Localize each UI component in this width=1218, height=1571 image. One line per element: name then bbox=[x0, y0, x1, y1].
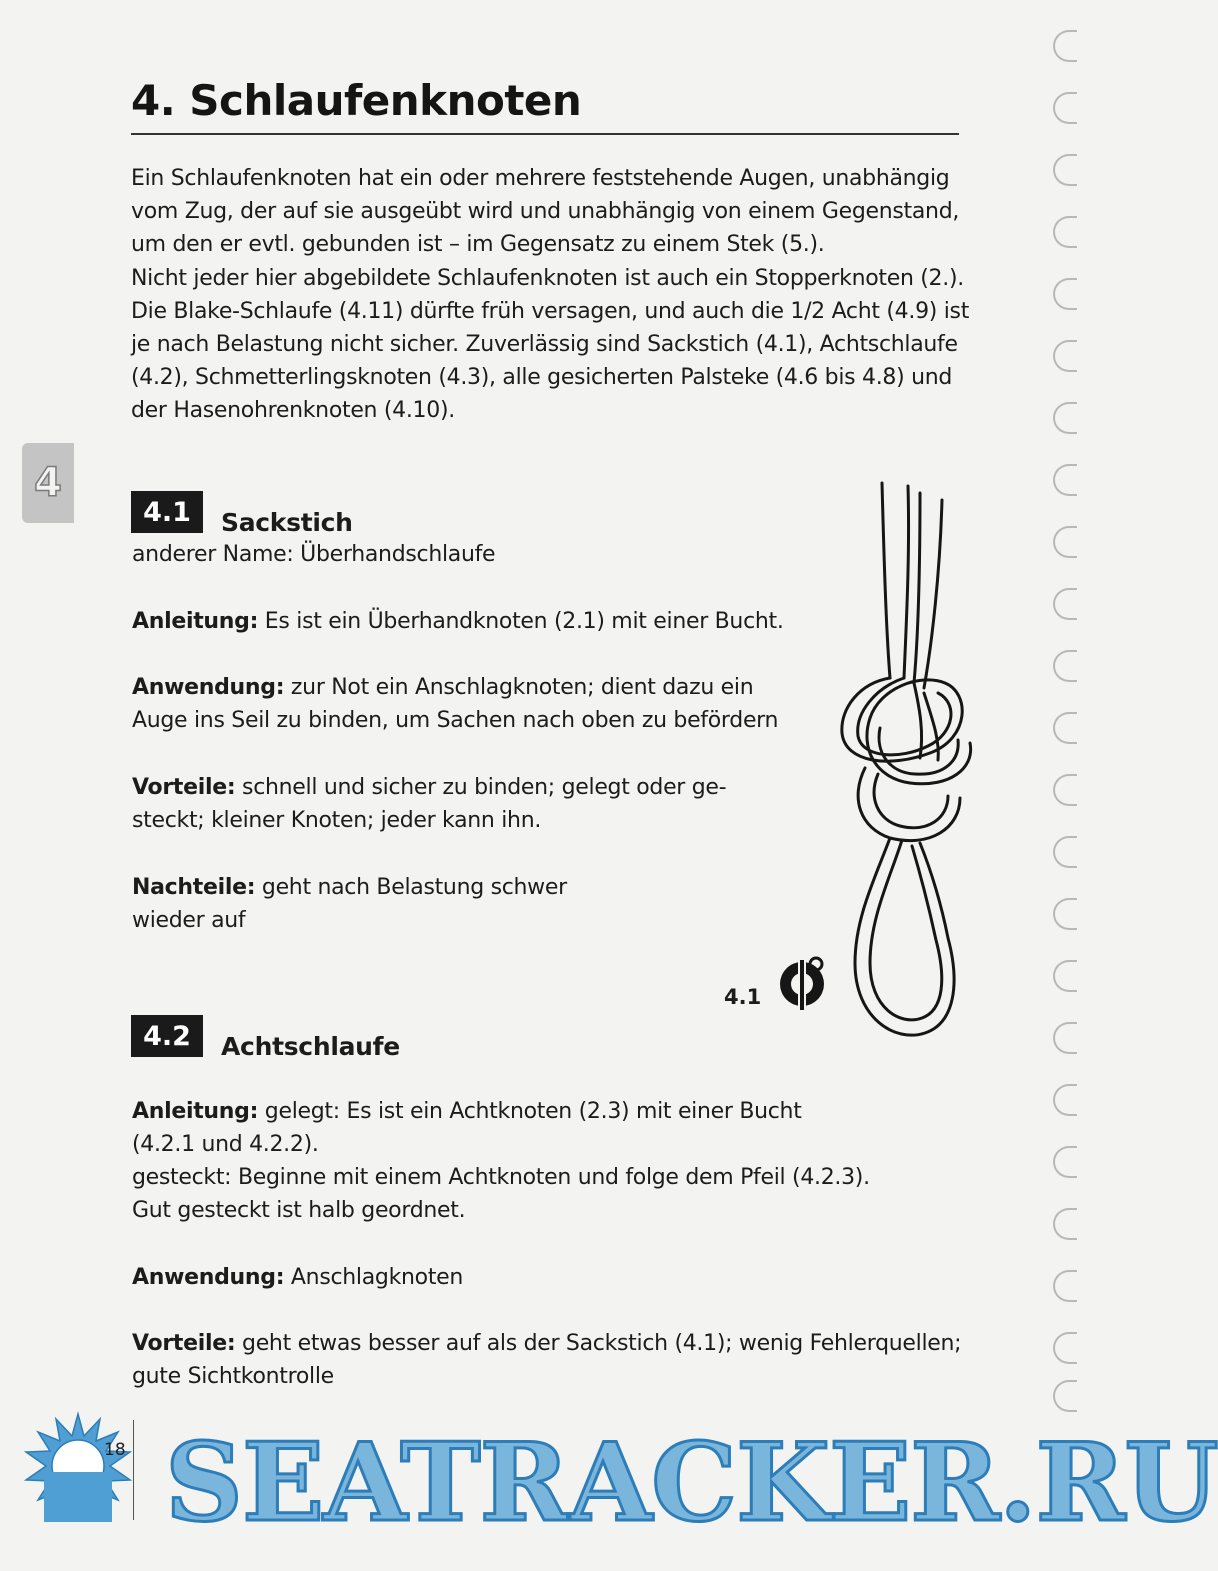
anleitung-body-2: (4.2.1 und 4.2.2). bbox=[132, 1132, 319, 1157]
chapter-intro bbox=[131, 162, 981, 428]
chapter-tab bbox=[22, 443, 74, 523]
anleitung-label: Anleitung: bbox=[132, 609, 259, 634]
vorteile-text bbox=[132, 771, 726, 837]
anwendung-text bbox=[132, 671, 778, 737]
anwendung-label: Anwendung: bbox=[132, 675, 285, 700]
anleitung-text bbox=[132, 605, 784, 638]
anwendung-body-2: Auge ins Seil zu binden, um Sachen nach oben zu befördern bbox=[132, 708, 779, 733]
knot-category-icon bbox=[776, 950, 832, 1018]
section-4-2-heading bbox=[131, 1015, 400, 1061]
chapter-tab-number: 4 bbox=[34, 460, 62, 506]
title-rule bbox=[131, 133, 959, 135]
binding-holes bbox=[1050, 30, 1080, 1410]
chapter-title: 4. Schlaufenknoten bbox=[131, 76, 582, 125]
watermark-text: SEATRACKER.RU bbox=[165, 1420, 1218, 1546]
anwendung-label: Anwendung: bbox=[132, 1265, 285, 1290]
sackstich-knot-illustration bbox=[820, 478, 980, 1048]
section-number-badge: 4.2 bbox=[131, 1015, 203, 1057]
nachteile-label: Nachteile: bbox=[132, 875, 256, 900]
nachteile-text bbox=[132, 871, 567, 937]
anleitung-body: gelegt: Es ist ein Achtknoten (2.3) mit einer Bucht bbox=[264, 1099, 802, 1124]
vorteile-body: schnell und sicher zu binden; gelegt oder ge- bbox=[242, 775, 727, 800]
anleitung-body: Es ist ein Überhandknoten (2.1) mit einer Bucht. bbox=[264, 609, 784, 634]
vorteile-body: geht etwas besser auf als der Sackstich (4.1); wenig Fehlerquellen; bbox=[242, 1331, 962, 1356]
page-number-rule bbox=[133, 1420, 134, 1520]
anwendung-text-2 bbox=[132, 1261, 463, 1294]
section-4-1-heading bbox=[131, 491, 353, 537]
anwendung-body: zur Not ein Anschlagknoten; dient dazu ein bbox=[290, 675, 754, 700]
vorteile-label: Vorteile: bbox=[132, 775, 236, 800]
vorteile-body-2: steckt; kleiner Knoten; jeder kann ihn. bbox=[132, 808, 542, 833]
anleitung-body-4: Gut gesteckt ist halb geordnet. bbox=[132, 1198, 466, 1223]
figure-label: 4.1 bbox=[724, 985, 762, 1009]
anleitung-label: Anleitung: bbox=[132, 1099, 259, 1124]
section-title: Sackstich bbox=[221, 508, 353, 537]
intro-paragraph-1: Ein Schlaufenknoten hat ein oder mehrere feststehende Augen, unabhängig vom Zug, der auf sie ausgeübt wird und unabhängig von einem Gegenstand, um den er evtl. gebunden ist – im Gegensatz zu einem Stek (5.). bbox=[131, 166, 960, 258]
nachteile-body: geht nach Belastung schwer bbox=[261, 875, 567, 900]
anleitung-body-3: gesteckt: Beginne mit einem Achtknoten und folge dem Pfeil (4.2.3). bbox=[132, 1165, 870, 1190]
anwendung-body: Anschlagknoten bbox=[290, 1265, 464, 1290]
alt-name: anderer Name: Überhandschlaufe bbox=[132, 542, 496, 567]
vorteile-label: Vorteile: bbox=[132, 1331, 236, 1356]
vorteile-text-2 bbox=[132, 1327, 961, 1393]
intro-paragraph-2: Nicht jeder hier abgebildete Schlaufenknoten ist auch ein Stopperknoten (2.). Die Blake-Schlaufe (4.11) dürfte früh versagen, und auch die 1/2 Acht (4.9) ist je nach Belastung nicht sicher. Zuverlässig sind Sackstich (4.1), Achtschlaufe (4.2), Schmetterlingsknoten (4.3), alle gesicherten Palsteke (4.6 bis 4.8) und der Hasenohrenknoten (4.10). bbox=[131, 265, 970, 424]
section-title: Achtschlaufe bbox=[221, 1032, 400, 1061]
page-number: 18 bbox=[104, 1440, 126, 1460]
section-number-badge: 4.1 bbox=[131, 491, 203, 533]
vorteile-body-2: gute Sichtkontrolle bbox=[132, 1364, 334, 1389]
anleitung-text-2 bbox=[132, 1095, 870, 1227]
nachteile-body-2: wieder auf bbox=[132, 908, 246, 933]
